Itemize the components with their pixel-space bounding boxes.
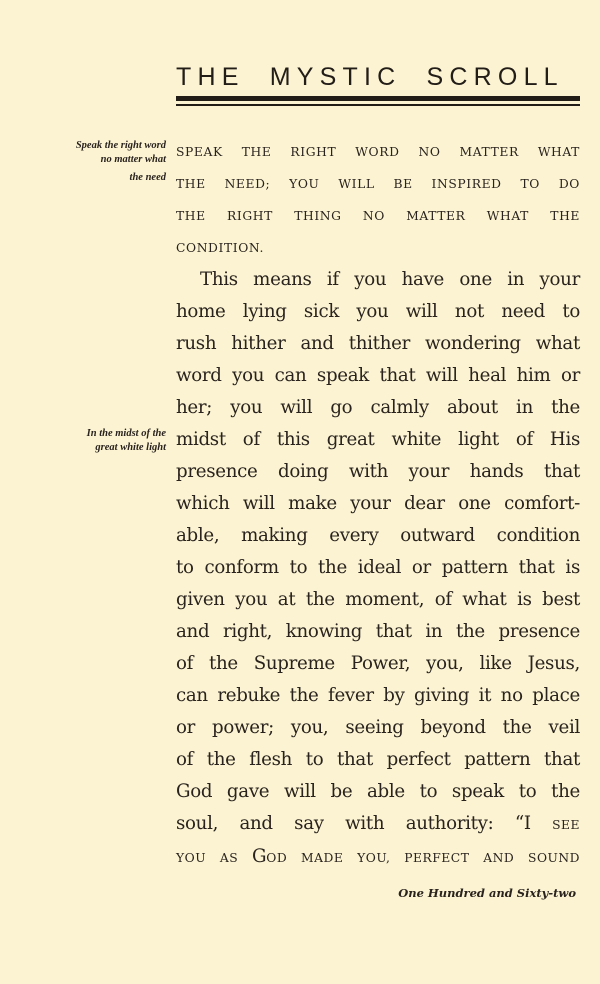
small-caps-run: OD [266, 851, 288, 865]
running-header [176, 62, 580, 106]
marginal-note-line: no matter what [100, 154, 166, 165]
text-line: presence doing with your hands that [176, 461, 580, 482]
text-line: rush hither and thither wondering what [176, 333, 580, 354]
marginal-note-line: In the midst of the [86, 428, 166, 439]
text-line: word you can speak that will heal him or [176, 365, 580, 386]
marginal-note-line: great white light [95, 442, 166, 453]
text-line: able, making every outward condition [176, 525, 580, 546]
text-line: and right, knowing that in the presence [176, 621, 580, 642]
page-number: One Hundred and Sixty-two [398, 886, 576, 900]
text-line: THE RIGHT THING NO MATTER WHAT THE [176, 209, 580, 223]
text-line: to conform to the ideal or pattern that is [176, 557, 580, 578]
text-line: can rebuke the fever by giving it no place [176, 685, 580, 706]
marginal-note-great-white-light [87, 427, 166, 455]
body-paragraph [176, 264, 580, 874]
text-line: THE NEED; YOU WILL BE INSPIRED TO DO [176, 177, 580, 191]
text-line: midst of this great white light of His [176, 429, 580, 450]
text-line: home lying sick you will not need to [176, 301, 580, 322]
capital-letter: G [252, 846, 267, 867]
marginal-note-line: Speak the right word [75, 140, 166, 151]
text-line: given you at the moment, of what is best [176, 589, 580, 610]
text-line: SPEAK THE RIGHT WORD NO MATTER WHAT [176, 145, 580, 159]
page-body [176, 136, 580, 874]
small-caps-run: YOU AS [176, 851, 252, 865]
header-rule-thick [176, 96, 580, 101]
text-line: This means if you have one in your [200, 269, 580, 290]
text-line: or power; you, seeing beyond the veil [176, 717, 580, 738]
header-rule-thin [176, 104, 580, 106]
marginal-note-line: the need [129, 172, 166, 183]
marginal-note-speak-right-word [76, 139, 166, 185]
text-line: of the flesh to that perfect pattern that [176, 749, 580, 770]
text-line: God gave will be able to speak to the [176, 781, 580, 802]
small-caps-run: MADE YOU, PERFECT AND SOUND [287, 851, 581, 865]
heading-paragraph [176, 136, 580, 264]
text-run: soul, and say with authority: “I [176, 813, 531, 834]
text-line: which will make your dear one comfort- [176, 493, 580, 514]
book-title: THE MYSTIC SCROLL [176, 63, 564, 91]
text-line [176, 808, 580, 841]
text-line: of the Supreme Power, you, like Jesus, [176, 653, 580, 674]
small-caps-run: SEE [552, 818, 580, 832]
text-line: CONDITION. [176, 241, 264, 255]
text-line [176, 841, 580, 874]
text-line: her; you will go calmly about in the [176, 397, 580, 418]
